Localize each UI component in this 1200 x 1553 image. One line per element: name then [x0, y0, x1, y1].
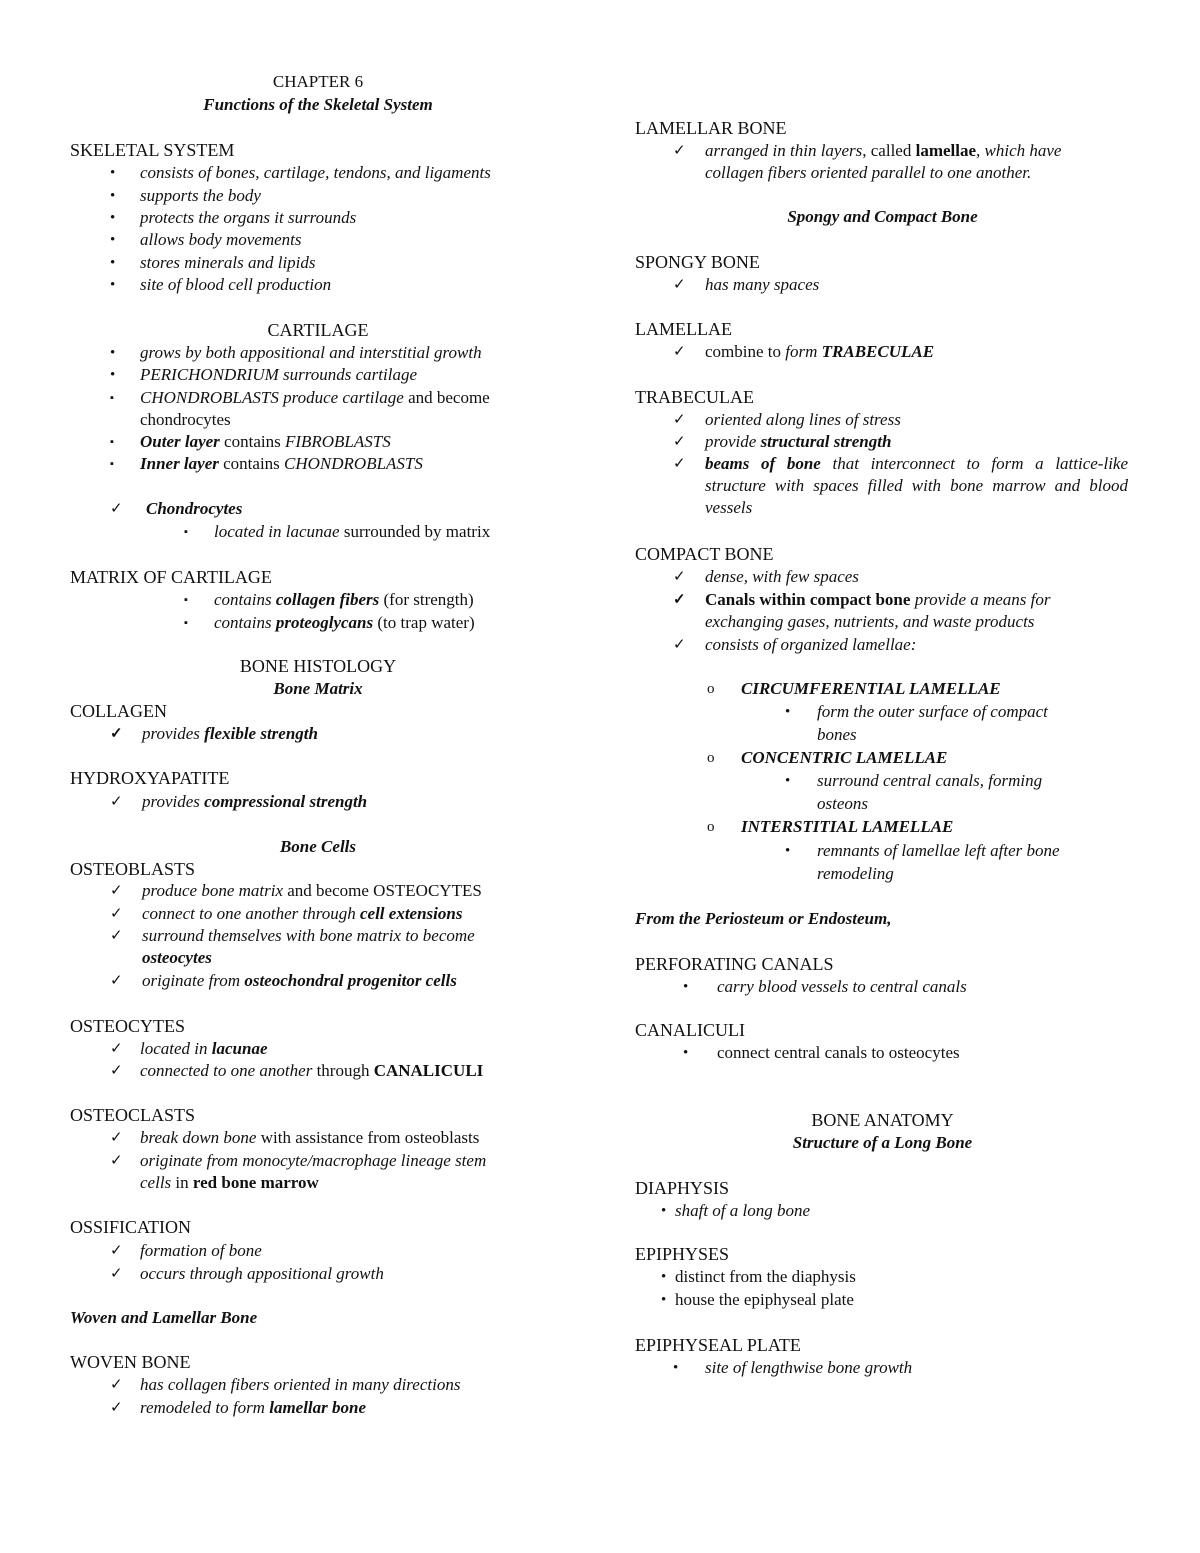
heading-lamellar-bone: LAMELLAR BONE: [635, 118, 787, 138]
list-item: Chondrocytes: [146, 499, 243, 518]
check-icon: ✓: [110, 928, 123, 944]
list-item: consists of organized lamellae:: [705, 635, 917, 654]
bullet-icon: •: [110, 165, 116, 181]
square-bullet-icon: ▪: [110, 436, 114, 448]
text-to-trap-water: (to trap water): [373, 613, 475, 632]
bullet-icon: •: [683, 1045, 689, 1061]
list-item: [140, 1038, 268, 1060]
list-item: occurs through appositional growth: [140, 1264, 384, 1283]
heading-osteocytes: OSTEOCYTES: [70, 1016, 186, 1036]
bullet-icon: •: [110, 277, 116, 293]
text-lacunae: lacunae: [211, 1039, 268, 1058]
text-which-have: , which have: [976, 141, 1062, 160]
check-icon: ✓: [110, 1041, 123, 1057]
heading-spongy-bone: SPONGY BONE: [635, 252, 760, 272]
text-provides: provides: [142, 724, 205, 743]
list-item: dense, with few spaces: [705, 567, 859, 586]
sub-heading-circumferential: CIRCUMFERENTIAL LAMELLAE: [741, 679, 1001, 698]
check-icon: ✓: [110, 906, 123, 922]
text-located-in-lacunae: located in lacunae: [214, 522, 340, 541]
check-icon: ✓: [673, 412, 686, 428]
list-item: [705, 431, 891, 453]
check-icon: ✓: [110, 1130, 123, 1146]
list-item: shaft of a long bone: [675, 1201, 811, 1220]
check-icon: ✓: [110, 1400, 123, 1416]
text-cells: cells: [140, 1173, 172, 1192]
heading-diaphysis: DIAPHYSIS: [635, 1178, 730, 1198]
check-icon: ✓: [110, 1377, 123, 1393]
check-icon: ✓: [673, 143, 686, 159]
bullet-icon: •: [110, 188, 116, 204]
text-arranged: arranged in thin layers: [705, 141, 863, 160]
list-item: [705, 140, 1061, 162]
text-called: , called: [862, 141, 916, 160]
circle-bullet-icon: o: [707, 750, 715, 766]
bullet-icon: •: [110, 232, 116, 248]
section-heading-matrix: MATRIX OF CARTILAGE: [70, 567, 272, 587]
text-lamellar-bone: lamellar bone: [269, 1398, 367, 1417]
list-item-continuation: exchanging gases, nutrients, and waste products: [705, 612, 1035, 631]
text-connect: connect to one another through: [142, 904, 360, 923]
subheading-woven-lamellar: Woven and Lamellar Bone: [70, 1308, 258, 1327]
list-item-continuation: chondrocytes: [140, 410, 231, 429]
bullet-icon: •: [661, 1292, 667, 1308]
check-icon: ✓: [673, 344, 686, 360]
text-cell-extensions: cell extensions: [359, 904, 463, 923]
sub-list-item: form the outer surface of compact: [817, 702, 1048, 721]
text-chondroblasts: CHONDROBLASTS: [284, 454, 423, 473]
square-bullet-icon: ▪: [110, 392, 114, 404]
list-item: site of blood cell production: [140, 275, 332, 294]
check-icon: ✓: [110, 794, 123, 810]
check-icon: ✓: [673, 569, 686, 585]
sub-list-item: [214, 521, 490, 543]
chapter-title: CHAPTER 6: [272, 72, 364, 91]
list-item: [142, 723, 318, 745]
subheading-spongy-compact: Spongy and Compact Bone: [787, 207, 978, 226]
text-combine-to: combine to: [705, 342, 786, 361]
list-item: site of lengthwise bone growth: [705, 1358, 913, 1377]
list-item: [214, 612, 475, 634]
text-become-osteocytes: and become OSTEOCYTES: [283, 881, 482, 900]
check-icon: ✓: [673, 592, 686, 608]
text-produce-bone-matrix: produce bone matrix: [142, 881, 284, 900]
section-heading-bone-histology: BONE HISTOLOGY: [239, 656, 397, 676]
check-icon: ✓: [110, 501, 123, 517]
heading-woven-bone: WOVEN BONE: [70, 1352, 191, 1372]
heading-trabeculae: TRABECULAE: [635, 387, 754, 407]
list-item: [140, 1060, 483, 1082]
text-chondroblasts: CHONDROBLASTS produce cartilage: [140, 388, 404, 407]
text-proteoglycans: proteoglycans: [275, 613, 374, 632]
list-item: house the epiphyseal plate: [675, 1290, 854, 1309]
text-lattice-description: that interconnect to form a lattice-like structure with spaces filled with bone marrow and blood vessels: [705, 454, 1129, 517]
check-icon: ✓: [110, 1266, 123, 1282]
text-located-in: located in: [140, 1039, 212, 1058]
text-connected: connected to one another: [140, 1061, 313, 1080]
list-item: surround themselves with bone matrix to become: [142, 926, 475, 945]
text-fibroblasts: FIBROBLASTS: [284, 432, 391, 451]
check-icon: ✓: [110, 1243, 123, 1259]
list-item-continuation: [140, 1172, 319, 1194]
list-item: [142, 791, 367, 813]
text-form: form: [785, 342, 822, 361]
heading-ossification: OSSIFICATION: [70, 1217, 192, 1237]
list-item: allows body movements: [140, 230, 302, 249]
sub-list-item-continuation: remodeling: [817, 864, 894, 883]
list-item: PERICHONDRIUM surrounds cartilage: [140, 365, 418, 384]
sub-list-item: surround central canals, forming: [817, 771, 1043, 790]
subheading-from-periosteum: From the Periosteum or Endosteum,: [635, 909, 892, 928]
section-heading-skeletal-system: SKELETAL SYSTEM: [70, 140, 235, 160]
list-item: [140, 387, 490, 409]
check-icon: ✓: [673, 456, 686, 472]
bullet-icon: •: [661, 1203, 667, 1219]
text-compressional-strength: compressional strength: [204, 792, 368, 811]
list-item: has collagen fibers oriented in many directions: [140, 1375, 461, 1394]
text-originate-from: originate from: [142, 971, 245, 990]
heading-hydroxyapatite: HYDROXYAPATITE: [70, 768, 230, 788]
bullet-icon: •: [683, 979, 689, 995]
list-item: carry blood vessels to central canals: [717, 977, 967, 996]
text-contains: contains: [219, 432, 285, 451]
sub-list-item-continuation: bones: [817, 725, 857, 744]
check-icon: ✓: [110, 1153, 123, 1169]
text-contains: contains: [214, 613, 276, 632]
square-bullet-icon: ▪: [110, 458, 114, 470]
text-osteochondral-progenitor-cells: osteochondral progenitor cells: [244, 971, 457, 990]
text-flexible-strength: flexible strength: [204, 724, 318, 743]
heading-osteoclasts: OSTEOCLASTS: [70, 1105, 196, 1125]
list-item: stores minerals and lipids: [140, 253, 316, 272]
text-inner-layer: Inner layer: [140, 454, 219, 473]
text-outer-layer: Outer layer: [140, 432, 220, 451]
check-icon: ✓: [110, 883, 123, 899]
bullet-icon: •: [785, 704, 791, 720]
bullet-icon: •: [785, 773, 791, 789]
text-through: through: [312, 1061, 374, 1080]
text-trabeculae: TRABECULAE: [821, 342, 935, 361]
heading-lamellae: LAMELLAE: [635, 319, 732, 339]
text-provides: provides: [142, 792, 205, 811]
bullet-icon: •: [110, 255, 116, 271]
heading-compact-bone: COMPACT BONE: [635, 544, 774, 564]
check-icon: ✓: [110, 726, 123, 742]
heading-bone-anatomy: BONE ANATOMY: [811, 1110, 954, 1130]
list-item: [142, 903, 462, 925]
list-item: [140, 431, 391, 453]
list-item: consists of bones, cartilage, tendons, and ligaments: [140, 163, 491, 182]
check-icon: ✓: [673, 637, 686, 653]
list-item: [142, 880, 482, 902]
heading-collagen: COLLAGEN: [70, 701, 167, 721]
list-item: [140, 453, 423, 475]
list-item: connect central canals to osteocytes: [717, 1043, 960, 1062]
heading-epiphyseal-plate: EPIPHYSEAL PLATE: [635, 1335, 801, 1355]
section-heading-cartilage: CARTILAGE: [267, 320, 369, 340]
bullet-icon: •: [110, 210, 116, 226]
subheading-bone-cells: Bone Cells: [279, 837, 357, 856]
text-with-assistance: with assistance from osteoblasts: [256, 1128, 480, 1147]
list-item: grows by both appositional and interstitial growth: [140, 343, 482, 362]
text-canaliculi: CANALICULI: [373, 1061, 484, 1080]
list-item: [705, 453, 1128, 519]
list-item: [705, 589, 1051, 611]
check-icon: ✓: [673, 434, 686, 450]
heading-perforating-canals: PERFORATING CANALS: [635, 954, 834, 974]
list-item: has many spaces: [705, 275, 820, 294]
text-break-down-bone: break down bone: [140, 1128, 257, 1147]
list-item: distinct from the diaphysis: [675, 1267, 856, 1286]
bullet-icon: •: [785, 843, 791, 859]
sub-heading-interstitial: INTERSTITIAL LAMELLAE: [741, 817, 954, 836]
heading-canaliculi: CANALICULI: [635, 1020, 745, 1040]
square-bullet-icon: ▪: [184, 617, 188, 629]
text-provide-means: provide a means for: [910, 590, 1051, 609]
list-item: originate from monocyte/macrophage lineage stem: [140, 1151, 487, 1170]
text-red-bone-marrow: red bone marrow: [192, 1173, 319, 1192]
heading-epiphyses: EPIPHYSES: [635, 1244, 730, 1264]
list-item: [140, 1127, 479, 1149]
text-beams-of-bone: beams of bone: [705, 454, 821, 473]
sub-list-item-continuation: osteons: [817, 794, 868, 813]
text-and-become: and become: [403, 388, 490, 407]
list-item: [705, 341, 934, 363]
list-item: formation of bone: [140, 1241, 262, 1260]
text-collagen-fibers: collagen fibers: [275, 590, 380, 609]
sub-heading-concentric: CONCENTRIC LAMELLAE: [741, 748, 948, 767]
list-item: protects the organs it surrounds: [140, 208, 357, 227]
list-item: oriented along lines of stress: [705, 410, 901, 429]
chapter-subtitle: Functions of the Skeletal System: [203, 95, 433, 114]
heading-osteoblasts: OSTEOBLASTS: [70, 859, 196, 879]
text-for-strength: (for strength): [379, 590, 474, 609]
list-item-continuation: osteocytes: [142, 948, 212, 967]
text-remodeled: remodeled to form: [140, 1398, 270, 1417]
check-icon: ✓: [110, 1063, 123, 1079]
text-provide: provide: [705, 432, 761, 451]
list-item: [140, 1397, 366, 1419]
list-item: supports the body: [140, 186, 261, 205]
bullet-icon: •: [110, 367, 116, 383]
square-bullet-icon: ▪: [184, 594, 188, 606]
square-bullet-icon: ▪: [184, 526, 188, 538]
text-contains: contains: [214, 590, 276, 609]
list-item-continuation: collagen fibers oriented parallel to one another.: [705, 163, 1032, 182]
text-in: in: [171, 1173, 193, 1192]
subheading-long-bone: Structure of a Long Bone: [792, 1133, 973, 1152]
text-surrounded-by-matrix: surrounded by matrix: [339, 522, 491, 541]
sub-list-item: remnants of lamellae left after bone: [817, 841, 1060, 860]
list-item: [142, 970, 457, 992]
check-icon: ✓: [673, 277, 686, 293]
list-item: [214, 589, 474, 611]
text-contains: contains: [218, 454, 285, 473]
text-canals-within: Canals within compact bone: [705, 590, 911, 609]
circle-bullet-icon: o: [707, 819, 715, 835]
bullet-icon: •: [661, 1269, 667, 1285]
bullet-icon: •: [673, 1360, 679, 1376]
text-structural-strength: structural strength: [760, 432, 892, 451]
circle-bullet-icon: o: [707, 681, 715, 697]
subheading-bone-matrix: Bone Matrix: [273, 679, 363, 698]
bullet-icon: •: [110, 345, 116, 361]
text-lamellae: lamellae: [915, 141, 977, 160]
check-icon: ✓: [110, 973, 123, 989]
